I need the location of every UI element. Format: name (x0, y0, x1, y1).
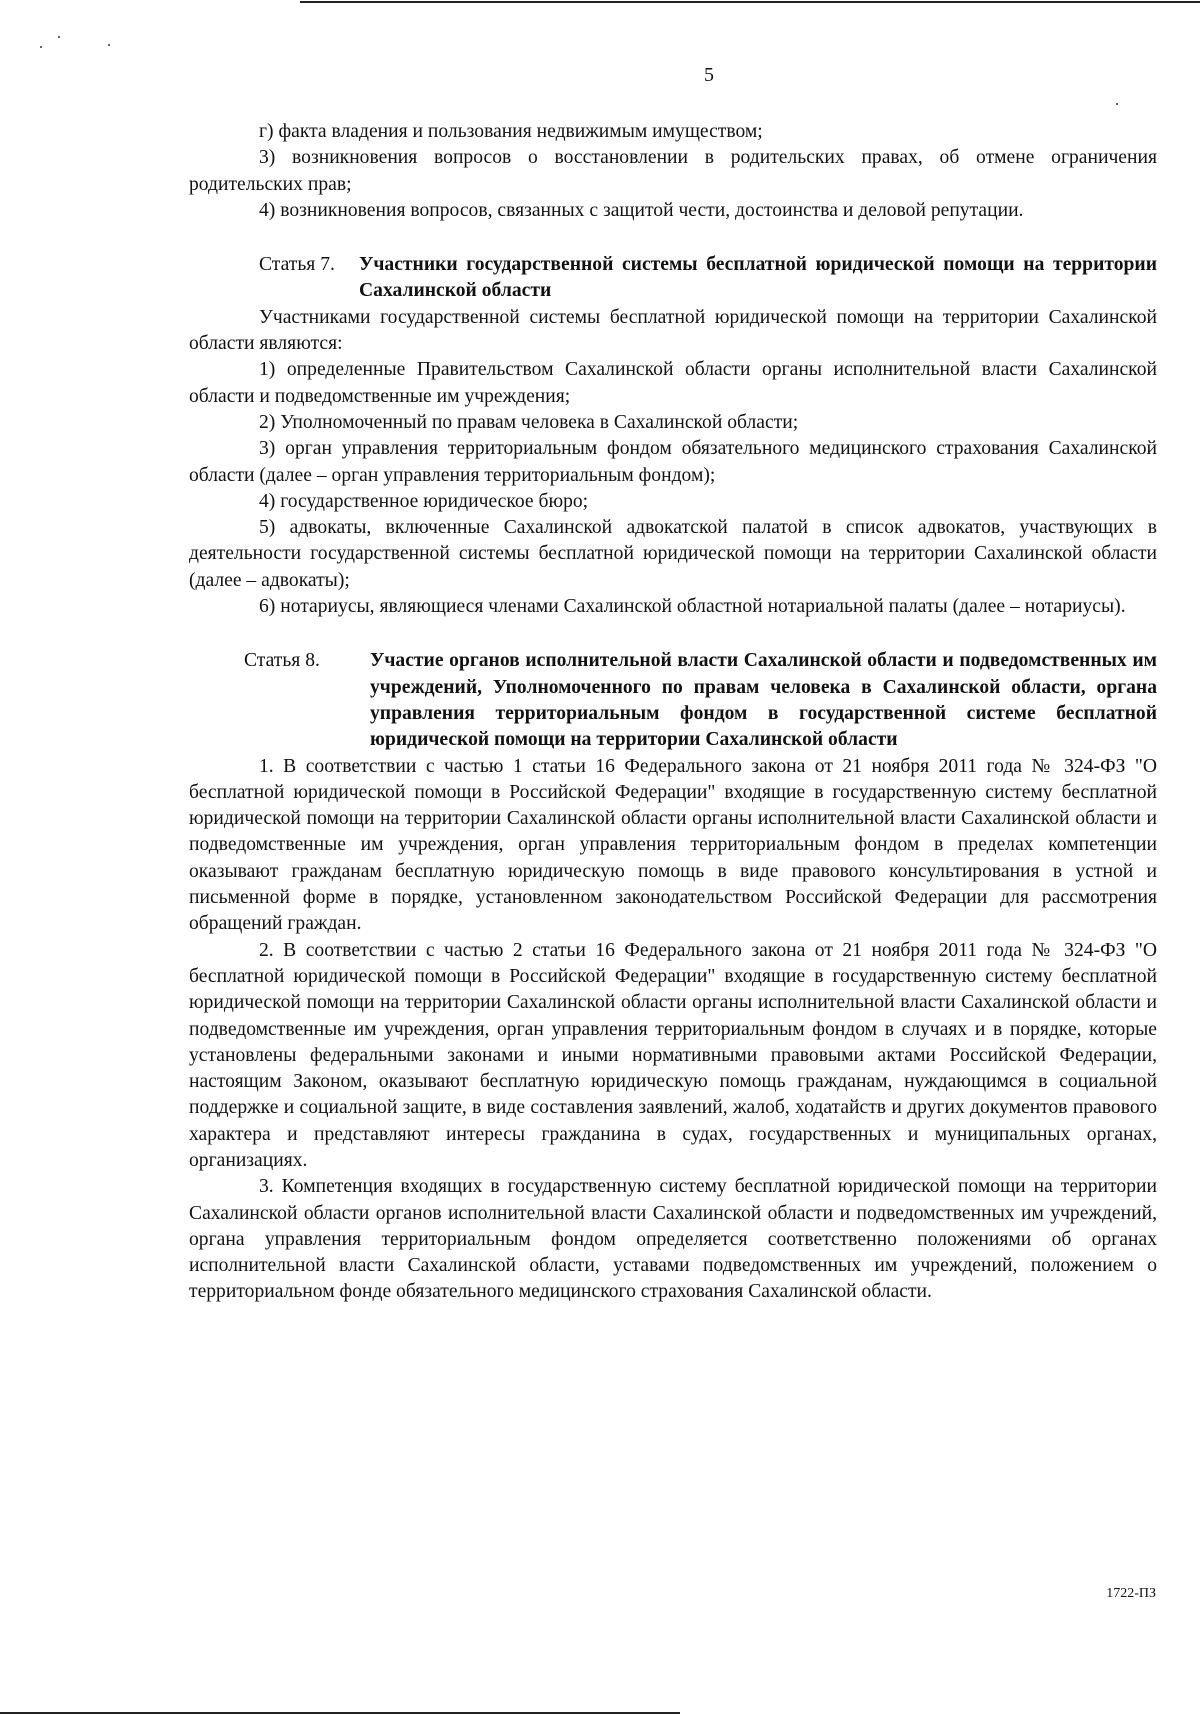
article-8-title: Участие органов исполнительной власти Сахалинской области и подведомственных им учреждений, Уполномоченного по правам человека в Сахалинской области, органа управления территориальным фондом в государственной системе бесплатной юридической помощи на территории Сахалинской области (370, 650, 1157, 751)
paragraph: г) факта владения и пользования недвижимым имуществом; (259, 121, 763, 142)
document-code: 1722-ПЗ (1106, 1586, 1156, 1601)
paragraph: 4) возникновения вопросов, связанных с защитой чести, достоинства и деловой репутации. (259, 199, 1024, 221)
paragraph: 5) адвокаты, включенные Сахалинской адвокатской палатой в список адвокатов, участвующих в деятельности государственной системы бесплатной юридической помощи на территории Сахалинской области (далее – адвокаты); (189, 517, 1157, 591)
paragraph: 4) государственное юридическое бюро; (259, 490, 589, 512)
page-number: 5 (704, 64, 714, 86)
paragraph: 3) орган управления территориальным фондом обязательного медицинского страхования Сахалинской области (далее – орган управления территориальным фондом); (189, 438, 1157, 486)
section-gap (189, 224, 1157, 252)
paragraph: 3. Компетенция входящих в государственную систему бесплатной юридической помощи на территории Сахалинской области органов исполнительной власти Сахалинской области и подведомственных им учреждений, органа управления территориальным фондом определяется соответственно положениями об органах исполнительной власти Сахалинской области, уставами подведомственных им учреждений, положением о территориальном фонде обязательного медицинского страхования Сахалинской области. (189, 1176, 1157, 1303)
article-8-heading (189, 648, 1157, 753)
paragraph: 1) определенные Правительством Сахалинской области органы исполнительной власти Сахалинской области и подведомственные им учреждения; (189, 359, 1157, 407)
paragraph: 6) нотариусы, являющиеся членами Сахалинской областной нотариальной палаты (далее – нотариусы). (259, 596, 1126, 618)
scan-edge-bottom (0, 1712, 680, 1714)
section-gap (189, 620, 1157, 648)
scan-speck (108, 44, 110, 46)
scan-speck (40, 46, 42, 48)
paragraph: 2. В соответствии с частью 2 статьи 16 Федерального закона от 21 ноября 2011 года № 324-ФЗ "О бесплатной юридической помощи в Российской Федерации" входящие в государственную систему бесплатной юридической помощи на территории Сахалинской области органы исполнительной власти Сахалинской области и подведомственные им учреждения, орган управления территориальным фондом в случаях и в порядке, которые установлены федеральными законами и иными нормативными правовыми актами Российской Федерации, настоящим Законом, оказывают бесплатную юридическую помощь гражданам, нуждающимся в социальной поддержке и социальной защите, в виде составления заявлений, жалоб, ходатайств и других документов правового характера и представляют интересы гражданина в судах, государственных и муниципальных органах, организациях. (189, 939, 1157, 1171)
scan-speck (1116, 103, 1118, 105)
paragraph: Участниками государственной системы бесплатной юридической помощи на территории Сахалинской области являются: (189, 306, 1157, 355)
paragraph: 3) возникновения вопросов о восстановлении в родительских правах, об отмене ограничения родительских прав; (189, 147, 1157, 195)
scan-edge-top (300, 1, 1200, 3)
scan-speck (58, 36, 60, 38)
article-7-prefix: Статья 7. (259, 254, 335, 276)
document-body (189, 119, 1157, 1306)
article-7-heading (189, 252, 1157, 305)
paragraph: 1. В соответствии с частью 1 статьи 16 Федерального закона от 21 ноября 2011 года № 324-ФЗ "О бесплатной юридической помощи в Российской Федерации" входящие в государственную систему бесплатной юридической помощи на территории Сахалинской области органы исполнительной власти Сахалинской области и подведомственные им учреждения, орган управления территориальным фондом в пределах компетенции оказывают гражданам бесплатную юридическую помощь в виде правового консультирования в устной и письменной форме в порядке, установленном законодательством Российской Федерации для рассмотрения обращений граждан. (189, 755, 1157, 935)
article-8-prefix: Статья 8. (244, 650, 320, 672)
paragraph: 2) Уполномоченный по правам человека в Сахалинской области; (259, 411, 799, 433)
article-7-title: Участники государственной системы бесплатной юридической помощи на территории Сахалинской области (359, 254, 1157, 302)
